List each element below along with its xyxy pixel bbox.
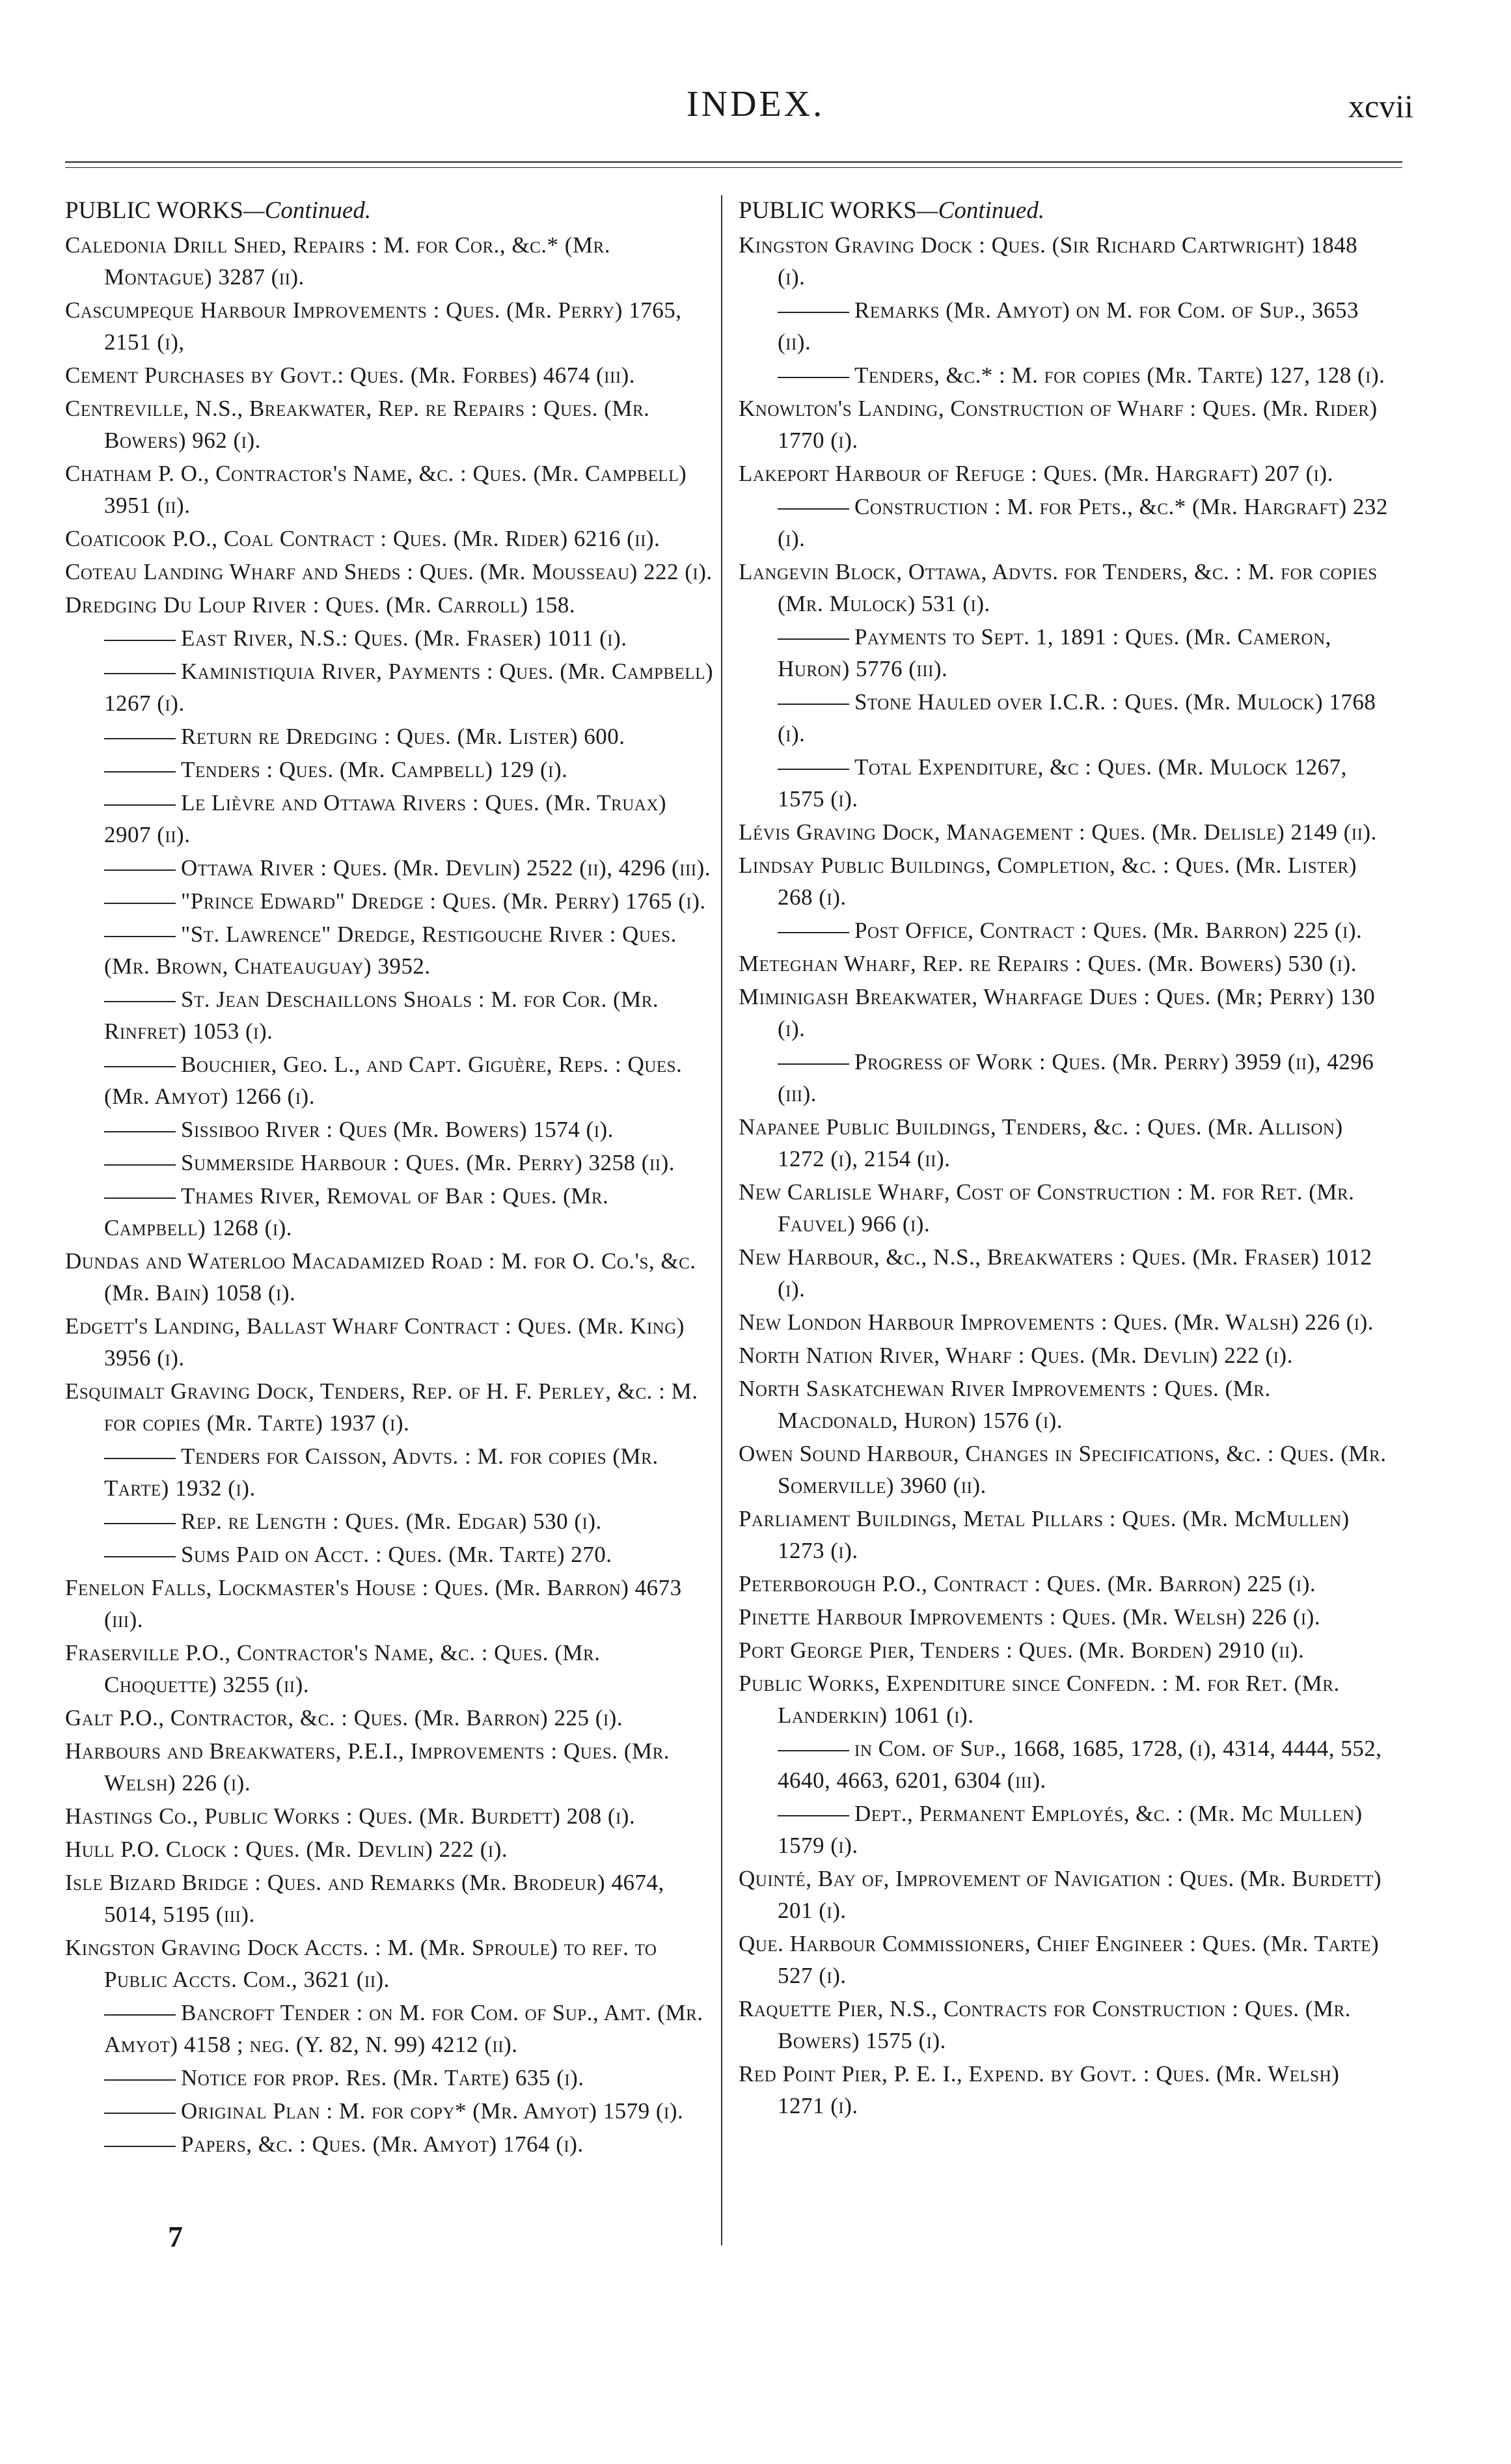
index-entry: Chatham P. O., Contractor's Name, &c. : Ques. (Mr. Campbell) 3951 (ii). bbox=[65, 461, 687, 518]
page-number: xcvii bbox=[1348, 88, 1413, 124]
index-subentry: Notice for prop. Res. (Mr. Tarte) 635 (i). bbox=[65, 2062, 716, 2094]
dash-rule bbox=[778, 1815, 849, 1816]
index-subentry: Tenders, &c.* : M. for copies (Mr. Tarte) 127, 128 (i). bbox=[739, 359, 1389, 391]
index-subentry: St. Jean Deschaillons Shoals : M. for Cor. (Mr. Rinfret) 1053 (i). bbox=[104, 987, 659, 1044]
index-subentry: Tenders for Caisson, Advts. : M. for copies (Mr. Tarte) 1932 (i). bbox=[104, 1444, 659, 1501]
index-subentry: Kaministiquia River, Payments : Ques. (Mr. Campbell) 1267 (i). bbox=[104, 659, 714, 716]
dash-rule bbox=[778, 508, 849, 510]
header-rule-thin bbox=[65, 167, 1402, 168]
index-subentry: Tenders : Ques. (Mr. Campbell) 129 (i). bbox=[65, 754, 716, 786]
index-entry: Quinté, Bay of, Improvement of Navigation : Ques. (Mr. Burdett) 201 (i). bbox=[739, 1866, 1382, 1923]
index-entry: Pinette Harbour Improvements : Ques. (Mr. Welsh) 226 (i). bbox=[739, 1604, 1321, 1630]
dash-rule bbox=[104, 1523, 176, 1524]
index-subentry: Stone Hauled over I.C.R. : Ques. (Mr. Mulock) 1768 (i). bbox=[778, 689, 1376, 746]
dash-rule bbox=[104, 640, 176, 641]
index-subentry: Summerside Harbour : Ques. (Mr. Perry) 3258 (ii). bbox=[65, 1147, 716, 1179]
index-entry: Coaticook P.O., Coal Contract : Ques. (Mr. Rider) 6216 (ii). bbox=[65, 526, 660, 551]
index-subentry: Bancroft Tender : on M. for Com. of Sup., Amt. (Mr. Amyot) 4158 ; neg. (Y. 82, N. 99) 4212 (ii). bbox=[104, 2000, 703, 2057]
index-subentry: Total Expenditure, &c : Ques. (Mr. Mulock 1267, 1575 (i). bbox=[778, 754, 1347, 812]
page-title: INDEX. bbox=[686, 84, 825, 124]
index-entry: Hull P.O. Clock : Ques. (Mr. Devlin) 222 (i). bbox=[65, 1837, 508, 1862]
section-title: PUBLIC WORKS bbox=[739, 197, 917, 224]
dash-rule bbox=[104, 1164, 176, 1166]
index-entry: Hastings Co., Public Works : Ques. (Mr. Burdett) 208 (i). bbox=[65, 1803, 636, 1829]
index-subentry: Papers, &c. : Ques. (Mr. Amyot) 1764 (i). bbox=[65, 2128, 716, 2160]
dash-rule bbox=[778, 377, 849, 378]
index-entry: Meteghan Wharf, Rep. re Repairs : Ques. (Mr. Bowers) 530 (i). bbox=[739, 951, 1357, 976]
index-entry: Que. Harbour Commissioners, Chief Engineer : Ques. (Mr. Tarte) 527 (i). bbox=[739, 1931, 1380, 1988]
dash-rule bbox=[104, 2079, 176, 2081]
dash-rule bbox=[104, 903, 176, 904]
dash-rule bbox=[104, 1198, 176, 1199]
index-subentry: Sums Paid on Acct. : Ques. (Mr. Tarte) 270. bbox=[65, 1539, 716, 1570]
index-entry: Owen Sound Harbour, Changes in Specifications, &c. : Ques. (Mr. Somerville) 3960 (ii). bbox=[739, 1441, 1387, 1498]
index-entry: Edgett's Landing, Ballast Wharf Contract : Ques. (Mr. King) 3956 (i). bbox=[65, 1313, 685, 1371]
index-entry: Lindsay Public Buildings, Completion, &c. : Ques. (Mr. Lister) 268 (i). bbox=[739, 853, 1357, 910]
index-entry: North Saskatchewan River Improvements : Ques. (Mr. Macdonald, Huron) 1576 (i). bbox=[739, 1376, 1271, 1433]
continued-label: —Continued. bbox=[916, 197, 1045, 224]
index-entry: Caledonia Drill Shed, Repairs : M. for Cor., &c.* (Mr. Montague) 3287 (ii). bbox=[65, 232, 610, 290]
dash-rule bbox=[104, 1001, 176, 1002]
dash-rule bbox=[104, 2146, 176, 2147]
index-entry: Raquette Pier, N.S., Contracts for Construction : Ques. (Mr. Bowers) 1575 (i). bbox=[739, 1996, 1351, 2053]
dash-rule bbox=[104, 738, 176, 739]
index-subentry: Original Plan : M. for copy* (Mr. Amyot) 1579 (i). bbox=[65, 2095, 716, 2127]
header-rule bbox=[65, 161, 1402, 163]
index-subentry: Bouchier, Geo. L., and Capt. Giguère, Reps. : Ques. (Mr. Amyot) 1266 (i). bbox=[104, 1052, 683, 1109]
index-entry: Peterborough P.O., Contract : Ques. (Mr. Barron) 225 (i). bbox=[739, 1571, 1316, 1596]
index-entry: Parliament Buildings, Metal Pillars : Ques. (Mr. McMullen) 1273 (i). bbox=[739, 1506, 1350, 1563]
index-subentry: Post Office, Contract : Ques. (Mr. Barron) 225 (i). bbox=[739, 914, 1389, 946]
index-subentry: in Com. of Sup., 1668, 1685, 1728, (i), 4314, 4444, 552, 4640, 4663, 6201, 6304 (iii). bbox=[778, 1736, 1382, 1793]
dash-rule bbox=[104, 869, 176, 871]
index-entry: Lakeport Harbour of Refuge : Ques. (Mr. Hargraft) 207 (i). bbox=[739, 461, 1333, 486]
index-subentry: Construction : M. for Pets., &c.* (Mr. Hargraft) 232 (i). bbox=[778, 494, 1388, 551]
index-subentry: Return re Dredging : Ques. (Mr. Lister) 600. bbox=[65, 720, 716, 752]
dash-rule bbox=[104, 1556, 176, 1557]
index-entry: Langevin Block, Ottawa, Advts. for Tenders, &c. : M. for copies (Mr. Mulock) 531 (i). bbox=[739, 559, 1378, 616]
dash-rule bbox=[104, 936, 176, 937]
index-entry: Kingston Graving Dock : Ques. (Sir Richard Cartwright) 1848 (i). bbox=[739, 232, 1358, 290]
index-entry: New London Harbour Improvements : Ques. (Mr. Walsh) 226 (i). bbox=[739, 1309, 1374, 1335]
dash-rule bbox=[778, 638, 849, 640]
dash-rule bbox=[778, 1063, 849, 1065]
index-entry: Galt P.O., Contractor, &c. : Ques. (Mr. Barron) 225 (i). bbox=[65, 1705, 623, 1731]
index-entry: Esquimalt Graving Dock, Tenders, Rep. of H. F. Perley, &c. : M. for copies (Mr. Tarte) 1937 (i). bbox=[65, 1378, 698, 1436]
index-entry: Red Point Pier, P. E. I., Expend. by Govt. : Ques. (Mr. Welsh) 1271 (i). bbox=[739, 2061, 1340, 2118]
index-entry: Dundas and Waterloo Macadamized Road : M. for O. Co.'s, &c. (Mr. Bain) 1058 (i). bbox=[65, 1248, 696, 1306]
dash-rule bbox=[104, 804, 176, 806]
index-entry: Port George Pier, Tenders : Ques. (Mr. Borden) 2910 (ii). bbox=[739, 1637, 1305, 1663]
section-heading bbox=[65, 195, 716, 226]
index-entry: Cement Purchases by Govt.: Ques. (Mr. Forbes) 4674 (iii). bbox=[65, 363, 636, 388]
dash-rule bbox=[104, 2113, 176, 2114]
dash-rule bbox=[778, 932, 849, 933]
column-divider bbox=[721, 195, 722, 2245]
dash-rule bbox=[104, 2014, 176, 2016]
index-subentry: "Prince Edward" Dredge : Ques. (Mr. Perry) 1765 (i). bbox=[65, 885, 716, 917]
index-entry: Napanee Public Buildings, Tenders, &c. : Ques. (Mr. Allison) 1272 (i), 2154 (ii). bbox=[739, 1114, 1343, 1171]
index-entry: Dredging Du Loup River : Ques. (Mr. Carroll) 158. bbox=[65, 592, 576, 618]
index-entry: New Carlisle Wharf, Cost of Construction : M. for Ret. (Mr. Fauvel) 966 (i). bbox=[739, 1179, 1355, 1237]
dash-rule bbox=[104, 1131, 176, 1132]
dash-rule bbox=[104, 771, 176, 773]
dash-rule bbox=[104, 673, 176, 674]
continued-label: —Continued. bbox=[243, 197, 372, 224]
section-heading bbox=[739, 195, 1389, 226]
index-entry: Miminigash Breakwater, Wharfage Dues : Ques. (Mr; Perry) 130 (i). bbox=[739, 984, 1376, 1041]
index-subentry: Le Lièvre and Ottawa Rivers : Ques. (Mr. Truax) 2907 (ii). bbox=[104, 790, 667, 847]
index-subentry: Ottawa River : Ques. (Mr. Devlin) 2522 (ii), 4296 (iii). bbox=[65, 852, 716, 884]
index-entry: Lévis Graving Dock, Management : Ques. (Mr. Delisle) 2149 (ii). bbox=[739, 819, 1377, 845]
index-entry: Public Works, Expenditure since Confedn. : M. for Ret. (Mr. Landerkin) 1061 (i). bbox=[739, 1671, 1340, 1728]
index-entry: Kingston Graving Dock Accts. : M. (Mr. Sproule) to ref. to Public Accts. Com., 3621 (ii). bbox=[65, 1935, 657, 1992]
section-title: PUBLIC WORKS bbox=[65, 197, 243, 224]
index-entry: Cascumpeque Harbour Improvements : Ques. (Mr. Perry) 1765, 2151 (i), bbox=[65, 297, 682, 355]
index-subentry: East River, N.S.: Ques. (Mr. Fraser) 1011 (i). bbox=[65, 622, 716, 654]
dash-rule bbox=[778, 704, 849, 705]
index-entry: Coteau Landing Wharf and Sheds : Ques. (Mr. Mousseau) 222 (i). bbox=[65, 559, 713, 584]
left-column bbox=[65, 195, 716, 2160]
index-subentry: Thames River, Removal of Bar : Ques. (Mr. Campbell) 1268 (i). bbox=[104, 1183, 609, 1240]
index-entry: Harbours and Breakwaters, P.E.I., Improvements : Ques. (Mr. Welsh) 226 (i). bbox=[65, 1738, 670, 1796]
index-subentry: "St. Lawrence" Dredge, Restigouche River : Ques. (Mr. Brown, Chateauguay) 3952. bbox=[104, 922, 677, 979]
index-subentry: Payments to Sept. 1, 1891 : Ques. (Mr. Cameron, Huron) 5776 (iii). bbox=[778, 624, 1331, 681]
index-entry: New Harbour, &c., N.S., Breakwaters : Ques. (Mr. Fraser) 1012 (i). bbox=[739, 1244, 1372, 1302]
index-entry: Knowlton's Landing, Construction of Wharf : Ques. (Mr. Rider) 1770 (i). bbox=[739, 396, 1378, 453]
dash-rule bbox=[778, 769, 849, 770]
dash-rule bbox=[778, 312, 849, 313]
right-column bbox=[739, 195, 1389, 2122]
dash-rule bbox=[104, 1458, 176, 1459]
index-subentry: Dept., Permanent Employés, &c. : (Mr. Mc Mullen) 1579 (i). bbox=[778, 1801, 1363, 1858]
index-entry: Isle Bizard Bridge : Ques. and Remarks (Mr. Brodeur) 4674, 5014, 5195 (iii). bbox=[65, 1870, 664, 1927]
index-entry: Fenelon Falls, Lockmaster's House : Ques. (Mr. Barron) 4673 (iii). bbox=[65, 1575, 682, 1632]
index-entry: Centreville, N.S., Breakwater, Rep. re Repairs : Ques. (Mr. Bowers) 962 (i). bbox=[65, 396, 650, 453]
dash-rule bbox=[778, 1750, 849, 1751]
index-subentry: Rep. re Length : Ques. (Mr. Edgar) 530 (i). bbox=[65, 1505, 716, 1537]
index-subentry: Sissiboo River : Ques (Mr. Bowers) 1574 (i). bbox=[65, 1114, 716, 1145]
page-header bbox=[0, 70, 1511, 142]
index-subentry: Progress of Work : Ques. (Mr. Perry) 3959 (ii), 4296 (iii). bbox=[778, 1049, 1374, 1106]
index-entry: North Nation River, Wharf : Ques. (Mr. Devlin) 222 (i). bbox=[739, 1343, 1293, 1368]
index-subentry: Remarks (Mr. Amyot) on M. for Com. of Sup., 3653 (ii). bbox=[778, 297, 1359, 355]
index-entry: Fraserville P.O., Contractor's Name, &c. : Ques. (Mr. Choquette) 3255 (ii). bbox=[65, 1640, 601, 1697]
signature-mark: 7 bbox=[168, 2220, 183, 2253]
dash-rule bbox=[104, 1066, 176, 1067]
